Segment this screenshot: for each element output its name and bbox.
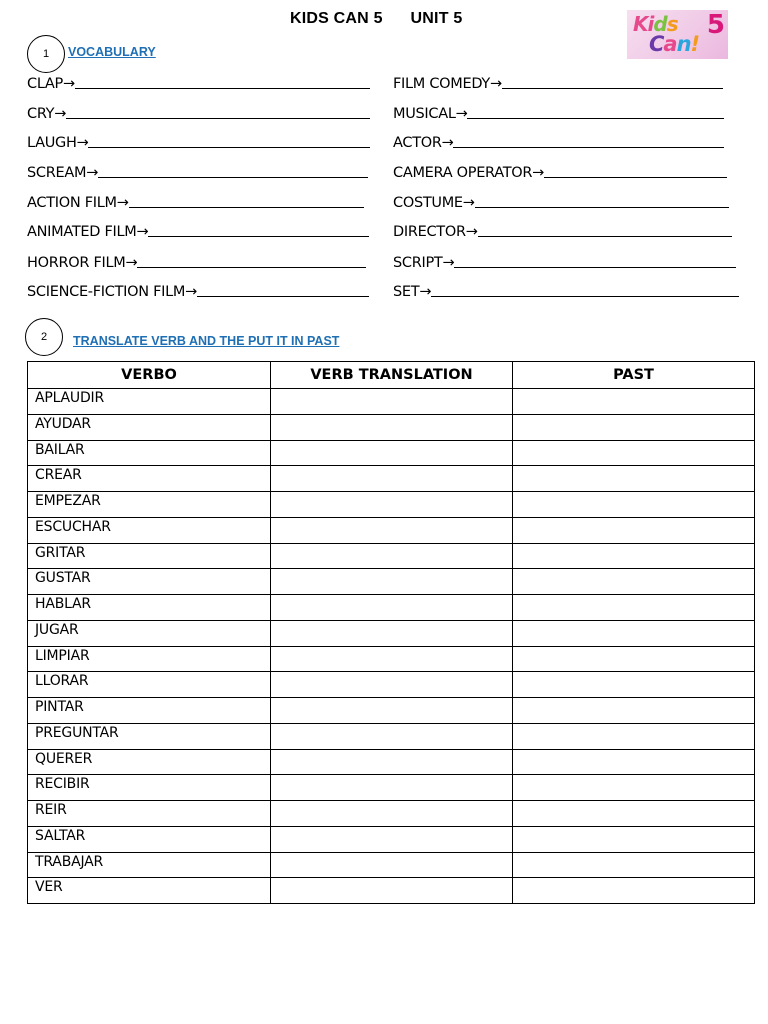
vocab-row-left-3 xyxy=(27,131,370,151)
verb-cell: APLAUDIR xyxy=(28,389,271,415)
verb-cell: TRABAJAR xyxy=(28,852,271,878)
past-cell[interactable] xyxy=(513,852,755,878)
translation-cell[interactable] xyxy=(271,826,513,852)
verb-cell: EMPEZAR xyxy=(28,492,271,518)
verb-cell: PINTAR xyxy=(28,698,271,724)
translation-cell[interactable] xyxy=(271,466,513,492)
past-cell[interactable] xyxy=(513,672,755,698)
past-cell[interactable] xyxy=(513,801,755,827)
translation-cell[interactable] xyxy=(271,749,513,775)
translation-cell[interactable] xyxy=(271,440,513,466)
translation-cell[interactable] xyxy=(271,389,513,415)
answer-line[interactable] xyxy=(544,177,727,178)
verb-cell: AYUDAR xyxy=(28,414,271,440)
table-row xyxy=(28,749,755,775)
section-2-title[interactable]: TRANSLATE VERB AND THE PUT IT IN PAST xyxy=(73,334,340,348)
vocab-row-left-1 xyxy=(27,72,370,92)
vocab-row-right-7 xyxy=(393,251,736,271)
table-row xyxy=(28,646,755,672)
vocab-word: SET→ xyxy=(393,284,432,300)
past-cell[interactable] xyxy=(513,543,755,569)
table-row xyxy=(28,723,755,749)
vocab-word: SCRIPT→ xyxy=(393,255,455,271)
translation-cell[interactable] xyxy=(271,543,513,569)
table-row xyxy=(28,466,755,492)
vocab-row-left-6 xyxy=(27,220,369,240)
past-cell[interactable] xyxy=(513,414,755,440)
answer-line[interactable] xyxy=(454,267,736,268)
verb-cell: BAILAR xyxy=(28,440,271,466)
table-row xyxy=(28,543,755,569)
past-cell[interactable] xyxy=(513,826,755,852)
vocab-row-left-4 xyxy=(27,161,368,181)
table-row xyxy=(28,492,755,518)
answer-line[interactable] xyxy=(148,236,369,237)
vocab-word: SCIENCE-FICTION FILM→ xyxy=(27,284,197,300)
verb-cell: HABLAR xyxy=(28,595,271,621)
past-cell[interactable] xyxy=(513,749,755,775)
answer-line[interactable] xyxy=(197,296,369,297)
answer-line[interactable] xyxy=(453,147,724,148)
logo-kids-text: Kids xyxy=(633,12,678,36)
past-cell[interactable] xyxy=(513,723,755,749)
table-row xyxy=(28,775,755,801)
section-1-title[interactable]: VOCABULARY xyxy=(68,45,156,59)
verb-table xyxy=(27,361,755,904)
answer-line[interactable] xyxy=(475,207,729,208)
past-cell[interactable] xyxy=(513,595,755,621)
table-row xyxy=(28,826,755,852)
column-header-past: PAST xyxy=(513,362,755,389)
answer-line[interactable] xyxy=(129,207,364,208)
vocab-row-right-4 xyxy=(393,161,727,181)
answer-line[interactable] xyxy=(467,118,724,119)
past-cell[interactable] xyxy=(513,389,755,415)
vocab-word: SCREAM→ xyxy=(27,165,99,181)
vocab-row-right-8 xyxy=(393,280,739,300)
table-row xyxy=(28,672,755,698)
answer-line[interactable] xyxy=(478,236,732,237)
page-title: KIDS CAN 5 UNIT 5 xyxy=(290,10,463,27)
past-cell[interactable] xyxy=(513,517,755,543)
past-cell[interactable] xyxy=(513,698,755,724)
translation-cell[interactable] xyxy=(271,878,513,904)
vocab-word: DIRECTOR→ xyxy=(393,224,478,240)
vocab-row-right-5 xyxy=(393,191,729,211)
table-row xyxy=(28,620,755,646)
vocab-word: FILM COMEDY→ xyxy=(393,76,502,92)
verb-cell: JUGAR xyxy=(28,620,271,646)
vocab-row-left-7 xyxy=(27,251,366,271)
vocab-word: ACTION FILM→ xyxy=(27,195,129,211)
vocab-word: LAUGH→ xyxy=(27,135,89,151)
verb-cell: REIR xyxy=(28,801,271,827)
translation-cell[interactable] xyxy=(271,492,513,518)
translation-cell[interactable] xyxy=(271,646,513,672)
logo-can-text: Can! xyxy=(649,32,700,56)
table-row xyxy=(28,517,755,543)
vocab-row-right-6 xyxy=(393,220,732,240)
column-header-verbo: VERBO xyxy=(28,362,271,389)
vocab-word: COSTUME→ xyxy=(393,195,475,211)
vocab-row-left-2 xyxy=(27,102,370,122)
column-header-verb-translation: VERB TRANSLATION xyxy=(271,362,513,389)
section-1-number: 1 xyxy=(42,48,50,60)
table-row xyxy=(28,698,755,724)
verb-cell: LIMPIAR xyxy=(28,646,271,672)
section-2-number-circle xyxy=(25,318,63,356)
translation-cell[interactable] xyxy=(271,723,513,749)
verb-cell: SALTAR xyxy=(28,826,271,852)
vocab-word: ANIMATED FILM→ xyxy=(27,224,149,240)
verb-cell: RECIBIR xyxy=(28,775,271,801)
verb-cell: QUERER xyxy=(28,749,271,775)
kids-can-logo xyxy=(627,10,728,59)
table-row xyxy=(28,801,755,827)
table-row xyxy=(28,852,755,878)
answer-line[interactable] xyxy=(88,147,370,148)
past-cell[interactable] xyxy=(513,620,755,646)
vocab-word: MUSICAL→ xyxy=(393,106,468,122)
table-row xyxy=(28,389,755,415)
past-cell[interactable] xyxy=(513,646,755,672)
translation-cell[interactable] xyxy=(271,775,513,801)
vocab-word: CRY→ xyxy=(27,106,67,122)
vocab-row-right-2 xyxy=(393,102,724,122)
section-1-number-circle xyxy=(27,35,65,73)
table-row xyxy=(28,878,755,904)
past-cell[interactable] xyxy=(513,492,755,518)
answer-line[interactable] xyxy=(75,88,370,89)
answer-line[interactable] xyxy=(98,177,368,178)
past-cell[interactable] xyxy=(513,466,755,492)
translation-cell[interactable] xyxy=(271,852,513,878)
verb-cell: LLORAR xyxy=(28,672,271,698)
translation-cell[interactable] xyxy=(271,595,513,621)
translation-cell[interactable] xyxy=(271,801,513,827)
logo-number: 5 xyxy=(706,10,725,40)
vocab-row-left-5 xyxy=(27,191,364,211)
past-cell[interactable] xyxy=(513,440,755,466)
verb-cell: GUSTAR xyxy=(28,569,271,595)
translation-cell[interactable] xyxy=(271,569,513,595)
answer-line[interactable] xyxy=(66,118,370,119)
translation-cell[interactable] xyxy=(271,672,513,698)
translation-cell[interactable] xyxy=(271,517,513,543)
section-2-number: 2 xyxy=(40,331,48,343)
answer-line[interactable] xyxy=(431,296,739,297)
vocab-word: ACTOR→ xyxy=(393,135,454,151)
past-cell[interactable] xyxy=(513,775,755,801)
table-header-row xyxy=(28,362,755,389)
table-row xyxy=(28,414,755,440)
answer-line[interactable] xyxy=(137,267,366,268)
verb-cell: GRITAR xyxy=(28,543,271,569)
table-row xyxy=(28,440,755,466)
translation-cell[interactable] xyxy=(271,414,513,440)
verb-cell: CREAR xyxy=(28,466,271,492)
vocab-row-right-1 xyxy=(393,72,723,92)
verb-cell: VER xyxy=(28,878,271,904)
table-row xyxy=(28,569,755,595)
vocab-row-left-8 xyxy=(27,280,369,300)
vocab-word: HORROR FILM→ xyxy=(27,255,138,271)
past-cell[interactable] xyxy=(513,878,755,904)
vocab-word: CAMERA OPERATOR→ xyxy=(393,165,545,181)
answer-line[interactable] xyxy=(502,88,723,89)
table-row xyxy=(28,595,755,621)
verb-cell: PREGUNTAR xyxy=(28,723,271,749)
past-cell[interactable] xyxy=(513,569,755,595)
translation-cell[interactable] xyxy=(271,698,513,724)
translation-cell[interactable] xyxy=(271,620,513,646)
vocab-row-right-3 xyxy=(393,131,724,151)
verb-cell: ESCUCHAR xyxy=(28,517,271,543)
vocab-word: CLAP→ xyxy=(27,76,75,92)
